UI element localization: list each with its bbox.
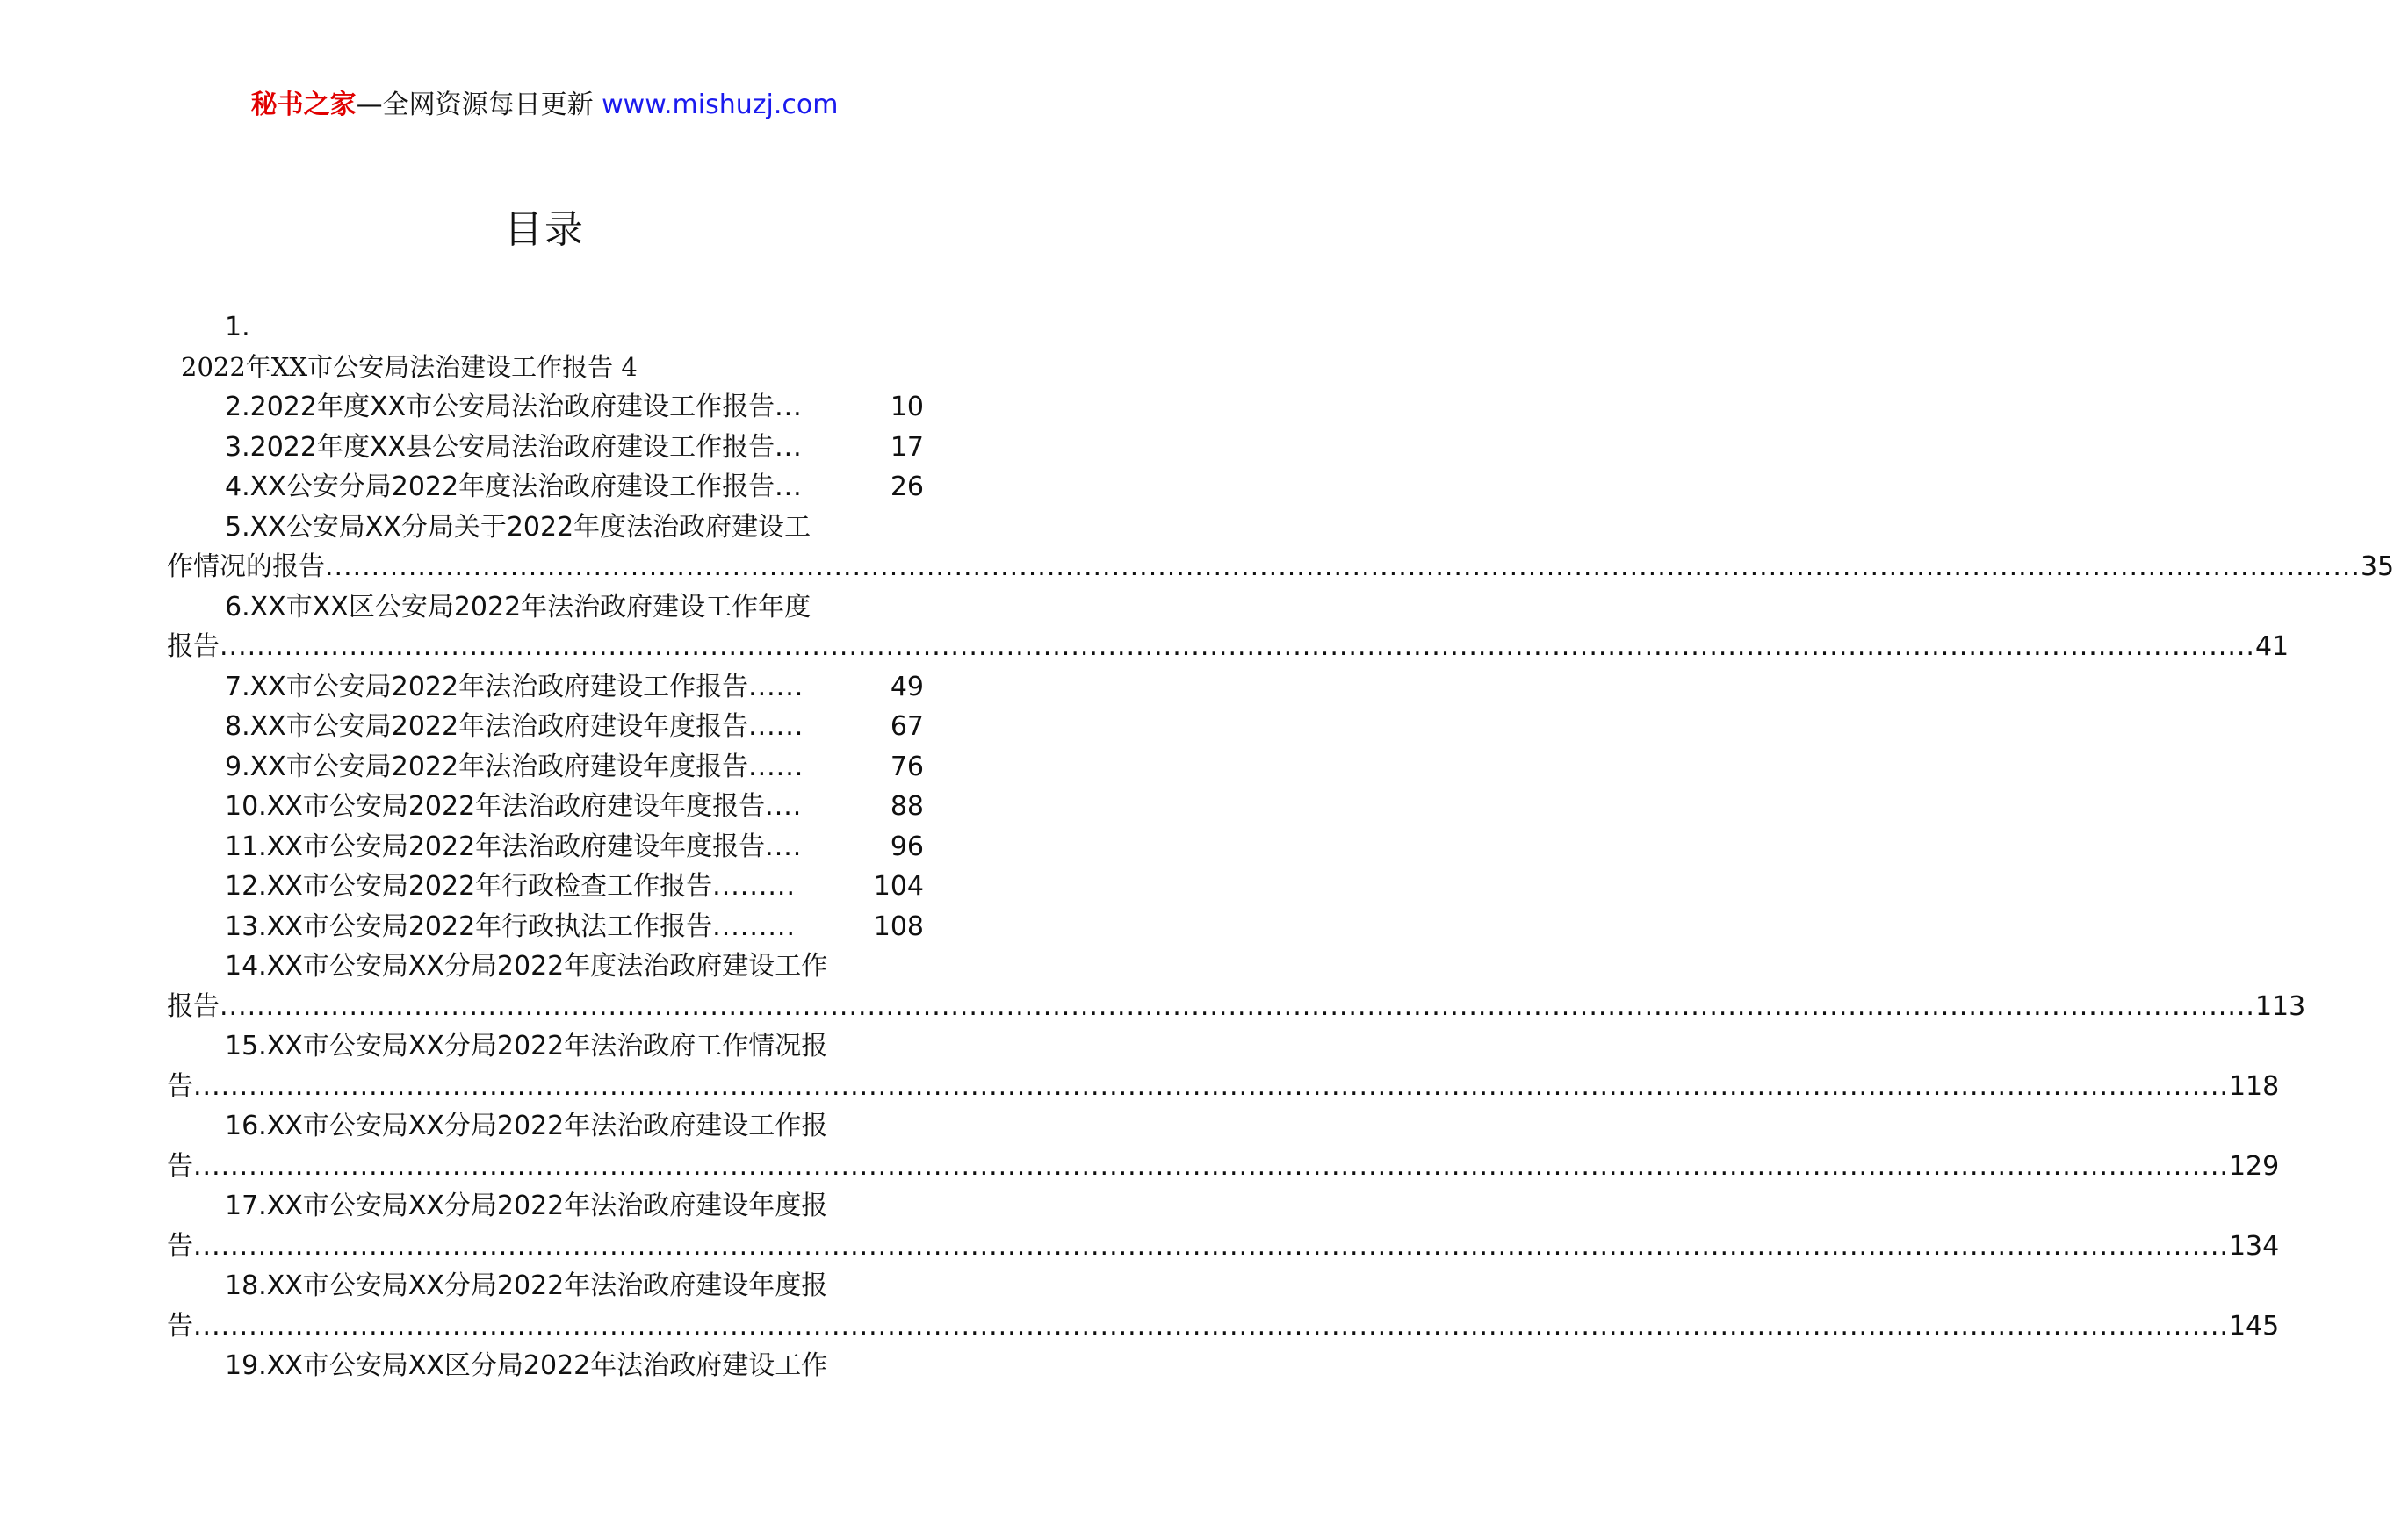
toc-entry-title: 16.XX市公安局XX分局2022年法治政府建设工作报 xyxy=(225,1111,828,1141)
toc-leader-dots: ...... xyxy=(748,751,804,782)
toc-entry[interactable] xyxy=(167,348,924,388)
toc-entry-title: 18.XX市公安局XX分局2022年法治政府建设年度报 xyxy=(225,1270,828,1301)
toc-page-number: 88 xyxy=(890,791,924,822)
toc-page-number: 35 xyxy=(2360,551,2394,582)
toc-leader-dots: ...... xyxy=(748,671,804,702)
toc-entry[interactable] xyxy=(167,787,924,827)
toc-entry-title: 12.XX市公安局2022年行政检查工作报告 xyxy=(225,871,713,902)
toc-entry-continuation[interactable] xyxy=(167,1227,2280,1267)
toc-entry-title: 19.XX市公安局XX区分局2022年法治政府建设工作 xyxy=(225,1350,828,1381)
toc-leader-dots: ... xyxy=(775,471,803,502)
toc-entry-title: 14.XX市公安局XX分局2022年度法治政府建设工作 xyxy=(225,951,828,982)
toc-entry[interactable] xyxy=(167,1026,924,1067)
toc-leader-dots: ............................................................................................................................................................................................................................ xyxy=(325,551,2361,582)
toc-entry[interactable] xyxy=(167,1346,924,1386)
toc-entry-title: 9.XX市公安局2022年法治政府建设年度报告 xyxy=(225,751,749,782)
toc-entry-continuation[interactable] xyxy=(167,1147,2280,1187)
toc-entry-title: 3.2022年度XX县公安局法治政府建设工作报告 xyxy=(225,431,775,463)
toc-entry[interactable] xyxy=(167,867,924,907)
toc-entry-continuation[interactable] xyxy=(167,987,2306,1027)
toc-entry-title: 13.XX市公安局2022年行政执法工作报告 xyxy=(225,910,713,942)
toc-entry-title: 7.XX市公安局2022年法治政府建设工作报告 xyxy=(225,671,749,702)
toc-entry[interactable] xyxy=(167,907,924,947)
toc-entry[interactable] xyxy=(167,428,924,468)
site-url-link[interactable]: www.mishuzj.com xyxy=(602,90,839,120)
toc-page-number: 96 xyxy=(890,831,924,862)
toc-entry-title: 15.XX市公安局XX分局2022年法治政府工作情况报 xyxy=(225,1031,828,1061)
toc-entry-continuation[interactable] xyxy=(167,1306,2280,1347)
toc-leader-dots: ......... xyxy=(712,871,796,902)
toc-page-number: 4 xyxy=(621,351,638,382)
toc-page-number: 108 xyxy=(873,910,924,942)
toc-entry[interactable] xyxy=(167,387,924,428)
toc-page-number: 129 xyxy=(2228,1150,2280,1182)
toc-leader-dots: ............................................................................................................................................................................................................................ xyxy=(220,990,2255,1022)
toc-leader-dots: .... xyxy=(765,831,803,862)
toc-entry-title-cont: 告 xyxy=(167,1070,193,1102)
toc-leader-dots: ...... xyxy=(748,711,804,742)
toc-entry-title: 8.XX市公安局2022年法治政府建设年度报告 xyxy=(225,711,749,742)
toc-page-number: 113 xyxy=(2254,990,2306,1022)
toc-entry-title-cont: 作情况的报告 xyxy=(167,551,325,582)
slogan: —全网资源每日更新 xyxy=(356,90,602,120)
toc-leader-dots: ... xyxy=(775,392,803,422)
toc-page-number: 76 xyxy=(890,751,924,782)
toc-page-number: 145 xyxy=(2228,1310,2280,1342)
toc-entry[interactable] xyxy=(167,1186,924,1227)
toc-entry[interactable] xyxy=(167,707,924,747)
toc-leader-dots: ............................................................................................................................................................................................................................ xyxy=(220,631,2255,662)
toc-entry-title: 2022年XX市公安局法治建设工作报告 xyxy=(181,351,614,382)
toc-leader-dots: ... xyxy=(775,431,803,463)
toc-entry[interactable] xyxy=(167,827,924,867)
toc-entry-title: 4.XX公安分局2022年度法治政府建设工作报告 xyxy=(225,471,775,502)
toc-page-number: 67 xyxy=(890,711,924,742)
toc-entry-title-cont: 告 xyxy=(167,1310,193,1342)
toc-entry-title: 10.XX市公安局2022年法治政府建设年度报告 xyxy=(225,791,766,822)
toc-leader-dots: ............................................................................................................................................................................................................................ xyxy=(193,1150,2229,1182)
toc-entry[interactable] xyxy=(167,507,924,548)
toc-entry[interactable] xyxy=(167,587,924,628)
toc-leader-dots: ............................................................................................................................................................................................................................ xyxy=(193,1310,2229,1342)
toc-leader-dots: .... xyxy=(765,791,803,822)
page-title: 目录 xyxy=(504,207,585,252)
toc-entry-title-cont: 报告 xyxy=(167,631,220,662)
toc-entry-title: 5.XX公安局XX分局关于2022年度法治政府建设工 xyxy=(225,511,811,543)
toc-entry[interactable] xyxy=(167,1266,924,1306)
toc-entry-title: 6.XX市XX区公安局2022年法治政府建设工作年度 xyxy=(225,591,811,622)
toc-page-number: 104 xyxy=(873,871,924,902)
brand-name: 秘书之家 xyxy=(250,90,357,120)
toc-entry[interactable] xyxy=(167,747,924,788)
toc-entry[interactable] xyxy=(167,667,924,708)
toc-page-number: 26 xyxy=(890,471,924,502)
toc-page-number: 17 xyxy=(890,431,924,463)
toc-entry-title: 2.2022年度XX市公安局法治政府建设工作报告 xyxy=(225,392,775,422)
toc-entry-title: 11.XX市公安局2022年法治政府建设年度报告 xyxy=(225,831,766,862)
toc-entry-continuation[interactable] xyxy=(167,627,2289,667)
toc-page-number: 41 xyxy=(2254,631,2289,662)
toc-entry[interactable] xyxy=(167,1106,924,1147)
toc-page-number: 49 xyxy=(890,671,924,702)
toc-page-number: 134 xyxy=(2228,1230,2280,1262)
toc-leader-dots: ............................................................................................................................................................................................................................ xyxy=(193,1070,2229,1102)
toc-leader-dots: ......... xyxy=(712,910,796,942)
table-of-contents xyxy=(167,307,2394,1386)
site-header xyxy=(0,88,1089,123)
toc-entry-title-cont: 告 xyxy=(167,1150,193,1182)
toc-entry[interactable] xyxy=(167,467,924,507)
toc-entry-title-cont: 报告 xyxy=(167,990,220,1022)
toc-entry-title-cont: 告 xyxy=(167,1230,193,1262)
toc-entry-title: 17.XX市公安局XX分局2022年法治政府建设年度报 xyxy=(225,1191,828,1221)
toc-entry[interactable] xyxy=(167,946,924,987)
toc-entry-continuation[interactable] xyxy=(167,1067,2280,1107)
toc-page-number: 10 xyxy=(890,392,924,422)
toc-leader-dots: ............................................................................................................................................................................................................................ xyxy=(193,1230,2229,1262)
toc-entry-continuation[interactable] xyxy=(167,547,2394,587)
toc-entry-number: 1. xyxy=(225,312,250,342)
toc-page-number: 118 xyxy=(2228,1070,2280,1102)
